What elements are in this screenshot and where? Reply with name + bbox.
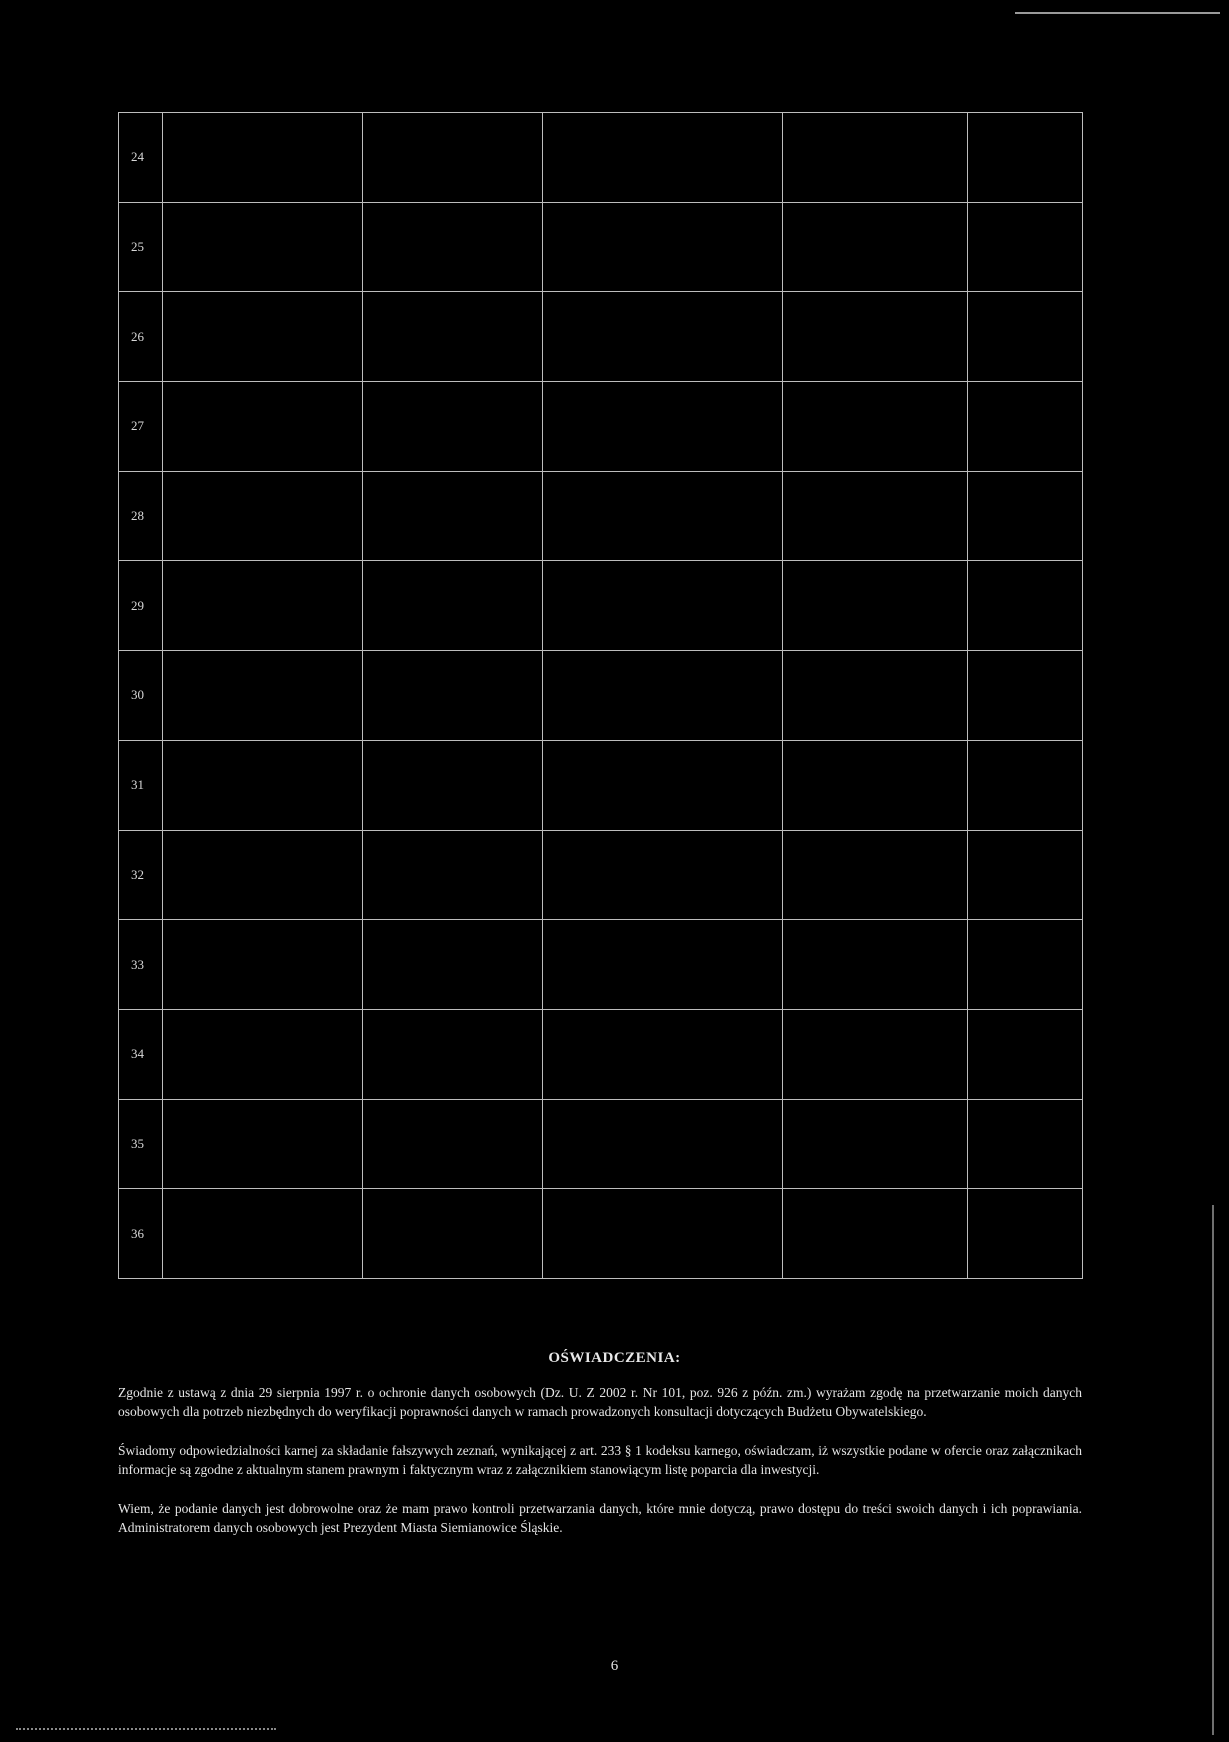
row-number: 28 xyxy=(119,471,163,561)
empty-cell[interactable] xyxy=(363,382,543,472)
statements-block xyxy=(118,1383,1082,1557)
empty-cell[interactable] xyxy=(543,740,783,830)
row-number: 31 xyxy=(119,740,163,830)
page-number: 6 xyxy=(610,1658,619,1674)
empty-cell[interactable] xyxy=(363,113,543,203)
empty-cell[interactable] xyxy=(543,292,783,382)
empty-cell[interactable] xyxy=(163,202,363,292)
row-number: 24 xyxy=(119,113,163,203)
empty-cell[interactable] xyxy=(363,202,543,292)
consent-paragraph: Zgodnie z ustawą z dnia 29 sierpnia 1997 r. o ochronie danych osobowych (Dz. U. Z 2002 r. Nr 101, poz. 926 z późn. zm.) wyrażam zgodę na przetwarzanie moich danych osobowych dla potrzeb niezbędnych do weryfikacji poprawności danych w ramach prowadzonych konsultacji dotyczących Budżetu Obywatelskiego. xyxy=(118,1385,1082,1419)
table-row xyxy=(119,920,1083,1010)
empty-cell[interactable] xyxy=(543,1009,783,1099)
empty-cell[interactable] xyxy=(968,561,1083,651)
empty-cell[interactable] xyxy=(163,651,363,741)
empty-cell[interactable] xyxy=(968,202,1083,292)
empty-cell[interactable] xyxy=(163,740,363,830)
table-row xyxy=(119,651,1083,741)
empty-cell[interactable] xyxy=(968,1189,1083,1279)
table-row xyxy=(119,1009,1083,1099)
empty-cell[interactable] xyxy=(968,920,1083,1010)
scan-artifact-line xyxy=(1212,1205,1214,1735)
empty-cell[interactable] xyxy=(543,382,783,472)
empty-cell[interactable] xyxy=(968,1009,1083,1099)
empty-cell[interactable] xyxy=(363,1009,543,1099)
row-number: 26 xyxy=(119,292,163,382)
empty-cell[interactable] xyxy=(163,561,363,651)
empty-cell[interactable] xyxy=(163,1099,363,1189)
empty-cell[interactable] xyxy=(363,1189,543,1279)
empty-cell[interactable] xyxy=(968,830,1083,920)
row-number: 35 xyxy=(119,1099,163,1189)
empty-cell[interactable] xyxy=(783,651,968,741)
empty-cell[interactable] xyxy=(543,1099,783,1189)
empty-cell[interactable] xyxy=(363,561,543,651)
row-number: 36 xyxy=(119,1189,163,1279)
empty-cell[interactable] xyxy=(968,471,1083,561)
empty-cell[interactable] xyxy=(968,1099,1083,1189)
empty-cell[interactable] xyxy=(163,382,363,472)
empty-cell[interactable] xyxy=(163,920,363,1010)
empty-cell[interactable] xyxy=(543,830,783,920)
empty-cell[interactable] xyxy=(783,1189,968,1279)
empty-cell[interactable] xyxy=(163,471,363,561)
empty-cell[interactable] xyxy=(543,113,783,203)
empty-cell[interactable] xyxy=(163,830,363,920)
data-rights-paragraph: Wiem, że podanie danych jest dobrowolne oraz że mam prawo kontroli przetwarzania danych, które mnie dotyczą, prawo dostępu do treści swoich danych i ich poprawiania. Administratorem danych osobowych jest Prezydent Miasta Siemianowice Śląskie. xyxy=(118,1501,1082,1535)
empty-cell[interactable] xyxy=(783,382,968,472)
table-row xyxy=(119,561,1083,651)
table-row xyxy=(119,830,1083,920)
row-number: 29 xyxy=(119,561,163,651)
empty-cell[interactable] xyxy=(783,1099,968,1189)
empty-cell[interactable] xyxy=(968,651,1083,741)
table-row xyxy=(119,202,1083,292)
empty-cell[interactable] xyxy=(163,292,363,382)
signature-table xyxy=(118,112,1083,1279)
empty-cell[interactable] xyxy=(363,920,543,1010)
empty-cell[interactable] xyxy=(363,1099,543,1189)
empty-cell[interactable] xyxy=(968,740,1083,830)
empty-cell[interactable] xyxy=(543,1189,783,1279)
empty-cell[interactable] xyxy=(783,830,968,920)
empty-cell[interactable] xyxy=(543,471,783,561)
empty-cell[interactable] xyxy=(783,920,968,1010)
empty-cell[interactable] xyxy=(363,292,543,382)
table-row xyxy=(119,382,1083,472)
empty-cell[interactable] xyxy=(363,651,543,741)
table-row xyxy=(119,1099,1083,1189)
row-number: 33 xyxy=(119,920,163,1010)
empty-cell[interactable] xyxy=(163,113,363,203)
row-number: 25 xyxy=(119,202,163,292)
empty-cell[interactable] xyxy=(163,1189,363,1279)
table-row xyxy=(119,740,1083,830)
empty-cell[interactable] xyxy=(543,651,783,741)
empty-cell[interactable] xyxy=(783,113,968,203)
empty-cell[interactable] xyxy=(783,292,968,382)
empty-cell[interactable] xyxy=(783,471,968,561)
empty-cell[interactable] xyxy=(783,561,968,651)
empty-cell[interactable] xyxy=(968,292,1083,382)
empty-cell[interactable] xyxy=(783,202,968,292)
signature-table-body xyxy=(119,113,1083,1279)
empty-cell[interactable] xyxy=(783,740,968,830)
empty-cell[interactable] xyxy=(543,920,783,1010)
empty-cell[interactable] xyxy=(543,202,783,292)
empty-cell[interactable] xyxy=(163,1009,363,1099)
row-number: 32 xyxy=(119,830,163,920)
table-row xyxy=(119,1189,1083,1279)
empty-cell[interactable] xyxy=(363,471,543,561)
table-row xyxy=(119,471,1083,561)
scan-artifact-line xyxy=(1015,12,1220,14)
scan-artifact-dots xyxy=(16,1728,276,1730)
empty-cell[interactable] xyxy=(968,382,1083,472)
statements-heading: OŚWIADCZENIA: xyxy=(548,1350,681,1366)
table-row xyxy=(119,292,1083,382)
table-row xyxy=(119,113,1083,203)
empty-cell[interactable] xyxy=(783,1009,968,1099)
empty-cell[interactable] xyxy=(363,740,543,830)
empty-cell[interactable] xyxy=(363,830,543,920)
row-number: 34 xyxy=(119,1009,163,1099)
liability-paragraph: Świadomy odpowiedzialności karnej za składanie fałszywych zeznań, wynikającej z art. 233 § 1 kodeksu karnego, oświadczam, iż wszystkie podane w ofercie oraz załącznikach informacje są zgodne z aktualnym stanem prawnym i faktycznym wraz z załącznikiem stanowiącym listę poparcia dla inwestycji. xyxy=(118,1443,1082,1477)
empty-cell[interactable] xyxy=(968,113,1083,203)
row-number: 30 xyxy=(119,651,163,741)
row-number: 27 xyxy=(119,382,163,472)
empty-cell[interactable] xyxy=(543,561,783,651)
